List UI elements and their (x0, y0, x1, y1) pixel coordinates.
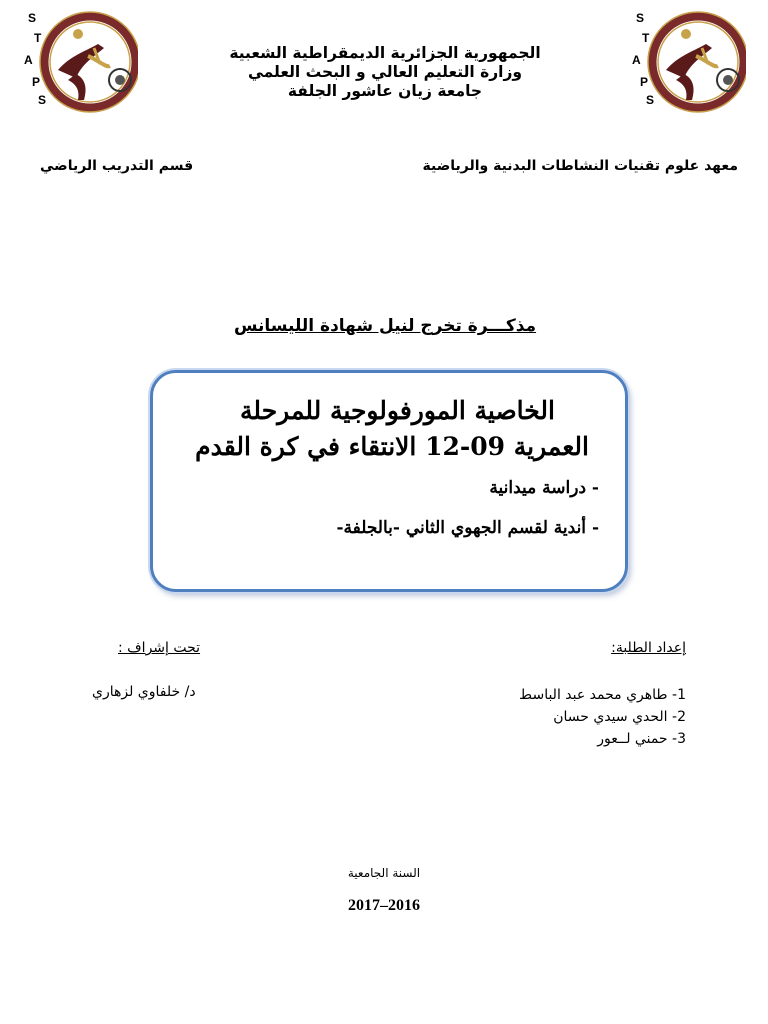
thesis-title-box (150, 370, 628, 592)
logo-letter-5: S (38, 93, 47, 107)
official-header (200, 44, 570, 101)
university-line: جامعة زيان عاشور الجلفة (287, 82, 483, 100)
memo-title: مذكـــرة تخرج لنيل شهادة الليسانس (233, 316, 537, 336)
thesis-subtitle-study: - دراسة ميدانية (489, 478, 599, 498)
logo-letter-3: A (632, 53, 641, 67)
staps-logo-icon (18, 8, 138, 116)
students-list (519, 684, 686, 750)
university-logo-right (626, 8, 746, 116)
logo-letter-4: P (32, 75, 41, 89)
student-name: 1- طاهري محمد عبد الباسط (519, 687, 686, 703)
thesis-subtitle-clubs: - أندية لقسم الجهوي الثاني -بالجلفة- (336, 518, 599, 538)
academic-year-value: 2017–2016 (348, 897, 420, 914)
department-name: قسم التدريب الرياضي (40, 158, 194, 174)
thesis-title-line-2: العمرية 09-12 الانتقاء في كرة القدم (195, 432, 589, 461)
logo-letter-3: A (24, 53, 33, 67)
prepared-by-label: إعداد الطلبة: (611, 640, 686, 656)
logo-letter-1: S (28, 11, 37, 25)
ministry-line: وزارة التعليم العالي و البحث العلمي (247, 63, 523, 81)
logo-letter-2: T (34, 31, 42, 45)
logo-letter-4: P (640, 75, 649, 89)
staps-logo-icon (626, 8, 746, 116)
university-logo-left (18, 8, 138, 116)
supervision-label: تحت إشراف : (118, 640, 201, 656)
academic-year-label: السنة الجامعية (347, 866, 421, 880)
student-name: 3- حمني لــعور (597, 731, 686, 747)
thesis-title-line-1: الخاصية المورفولوجية للمرحلة (240, 396, 555, 425)
institute-name: معهد علوم تقنيات النشاطات البدنية والرياضية (422, 158, 738, 174)
thesis-title (169, 395, 599, 541)
logo-letter-1: S (636, 11, 645, 25)
logo-letter-5: S (646, 93, 655, 107)
supervisor-name: د/ خلفاوي لزهاري (92, 684, 196, 700)
student-name: 2- الحدي سيدي حسان (553, 709, 686, 725)
logo-letter-2: T (642, 31, 650, 45)
republic-line: الجمهورية الجزائرية الديمقراطية الشعبية (229, 44, 541, 62)
